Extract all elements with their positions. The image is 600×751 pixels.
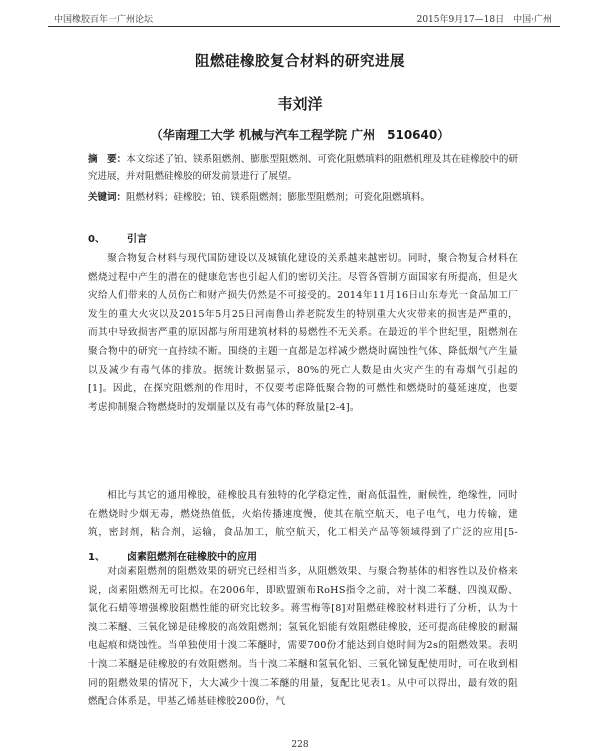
section-title: 引言	[126, 234, 147, 245]
keywords	[88, 189, 518, 207]
abstract	[88, 151, 518, 187]
section-number: 0、	[88, 234, 105, 245]
section-heading-intro	[88, 230, 147, 245]
running-header	[48, 10, 560, 27]
abstract-label: 摘 要：	[88, 154, 127, 165]
paragraph: 对卤素阻燃剂的阻燃效果的研究已经相当多，从阻燃效果、与聚合物基体的相容性以及价格来说，卤素阻燃剂无可比拟。在2006年，即欧盟颁布RoHS指令之前，对十溴二苯醚、四溴双酚、氯化石蜡等增强橡胶阻燃性能的研究比较多。蒋雪梅等[8]对阻燃硅橡胶材料进行了分析，认为十溴二苯醚、三氧化锑是硅橡胶的高效阻燃剂；氢氧化铝能有效阻燃硅橡胶，还可提高硅橡胶的耐漏电起痕和烧蚀性。当单独使用十溴二苯醚时，需要700份才能达到自熄时间为2s的阻燃效果。表明十溴二苯醚是硅橡胶的有效阻燃剂。当十溴二苯醚和氢氧化铝、三氧化锑复配使用时，可在收到相同的阻燃效果的情况下，大大减少十溴二苯醚的用量，复配比见表1。从中可以得出，最有效的阻燃配合体系是，甲基乙烯基硅橡胶200份，气	[88, 566, 518, 708]
keywords-label: 关键词：	[88, 192, 127, 203]
header-right: 2015年9月17—18日 中国·广州	[416, 15, 552, 25]
page-number: 228	[291, 740, 309, 750]
keywords-text: 阻燃材料；硅橡胶；铂、镁系阻燃剂；膨胀型阻燃剂；可瓷化阻燃填料。	[126, 192, 431, 203]
abstract-text: 本文综述了铂、镁系阻燃剂、膨胀型阻燃剂、可瓷化阻燃填料的阻燃机理及其在硅橡胶中的研究进展，并对阻燃硅橡胶的研发前景进行了展望。	[88, 154, 518, 182]
paragraph: 聚合物复合材料与现代国防建设以及城镇化建设的关系越来越密切。同时，聚合物复合材料在燃烧过程中产生的潜在的健康危害也引起人们的密切关注。尽管各管制方面国家有所提高，但是火灾给人们带来的人员伤亡和财产损失仍然是不可接受的。2014年11月16日山东寿光一食品加工厂发生的重大火灾以及2015年5月25日河南鲁山养老院发生的特别重大火灾带来的损害是严重的，而其中导致损害严重的原因都与所用建筑材料的易燃性不无关系。在最近的半个世纪里，阻燃剂在聚合物中的研究一直持续不断。围绕的主题一直都是怎样减少燃烧时腐蚀性气体、降低烟气产生量以及减少有毒气体的排放。据统计数据显示，80%的死亡人数是由火灾产生的有毒烟气引起的[1]。因此，在探究阻燃剂的作用时，不仅要考虑降低聚合物的可燃性和燃烧时的蔓延速度，也要考虑抑制聚合物燃烧时的发烟量以及有毒气体的释放量[2-4]。	[88, 253, 518, 413]
paragraph: 相比与其它的通用橡胶，硅橡胶具有独特的化学稳定性，耐高低温性，耐候性，绝缘性，同时在燃烧时少烟无毒，燃烧热值低，火焰传播速度慢，使其在航空航天，电子电气，电力传输，建筑，密封剂，粘合剂，运输，食品加工，航空航天，化工相关产品等领域得到了广泛的应用[5-	[88, 490, 518, 539]
paper-title: 阻燃硅橡胶复合材料的研究进展	[195, 54, 405, 70]
author-name: 韦刘洋	[277, 95, 323, 113]
header-left: 中国橡胶百年一广州论坛	[54, 15, 154, 25]
section-title: 卤素阻燃剂在硅橡胶中的应用	[126, 552, 257, 563]
section-number: 1、	[88, 552, 105, 563]
section-heading-1	[88, 548, 257, 563]
affiliation: （华南理工大学 机械与汽车工程学院 广州 510640）	[150, 128, 450, 142]
